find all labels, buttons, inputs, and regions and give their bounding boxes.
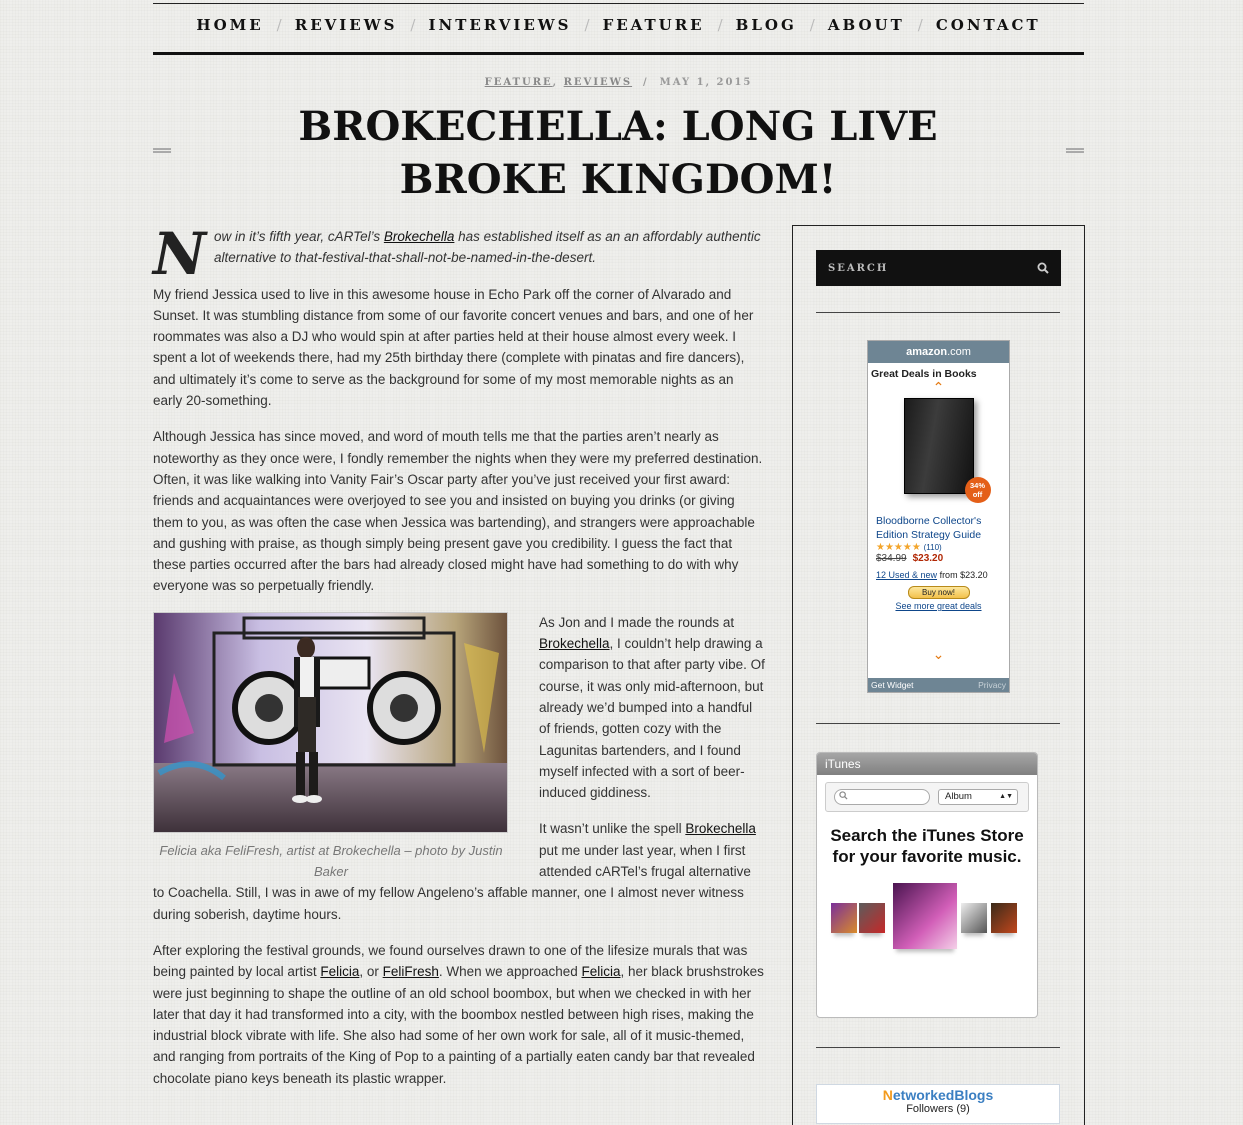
sidebar-divider [816,312,1060,313]
article-body [153,220,765,1104]
networkedblogs-widget [816,1084,1060,1124]
post-meta [153,77,1084,88]
paragraph-5-text: , her black brushstrokes were just beginning to shape the outline of an old school boombox, but when we checked in with her later that day it had transformed into a city, with the boombox nestled between high rises, making the industrial block vibrate with life. She also had some of her own work for sale, all of it music-themed, and ranging from portraits of the King of Pop to a painting of a partially eaten candy bar that revealed chocolate piano keys beneath its plastic wrapper. [153,964,764,1086]
paragraph-5-text: After exploring the festival grounds, we found ourselves drawn to one of the lifesize murals that was being painted by local artist [153,942,748,980]
buy-now-button[interactable]: Buy now! [908,586,970,599]
article-figure [153,612,509,882]
nav-separator: / [917,16,923,34]
search-icon[interactable] [1037,262,1049,274]
paragraph-5-text: . When we approached [438,964,582,980]
discount-badge [965,477,991,503]
search-icon [839,791,848,800]
used-new-link[interactable]: 12 Used & new [876,570,938,580]
paragraph-5 [153,940,765,1089]
album-cover[interactable] [859,903,885,933]
list-price: $34.99 [876,553,907,564]
album-covers [817,881,1037,961]
felicia-link[interactable]: Felicia [581,964,621,980]
nav-home[interactable]: HOME [196,16,264,34]
album-cover[interactable] [961,903,987,933]
album-cover[interactable] [991,903,1017,933]
amazon-heading: Great Deals in Books [871,368,977,380]
nav-separator: / [276,16,282,34]
nav-interviews[interactable]: INTERVIEWS [428,16,572,34]
album-cover[interactable] [831,903,857,933]
media-type-select[interactable] [938,789,1018,805]
review-count[interactable]: (110) [923,543,942,552]
select-arrows-icon: ▲▼ [999,793,1013,800]
used-offers [876,570,1009,580]
itunes-widget [816,752,1038,1018]
title-dash-left [153,148,171,153]
paragraph-4-text: put me under last year, when I first attended cARTel’s frugal alternative to Coachella. Still, I was in awe of my fellow Angeleno’s affable manner, one I almost never witness during soberish, daytime hours. [153,842,751,922]
nav-reviews[interactable]: REVIEWS [294,16,398,34]
brokechella-link[interactable]: Brokechella [539,636,610,652]
networkedblogs-logo-n: N [882,1087,893,1103]
amazon-logo-suffix: .com [947,346,971,358]
nav-separator: / [717,16,723,34]
itunes-promo-text: Search the iTunes Store for your favorite music. [830,826,1024,866]
main-nav [153,16,1084,34]
paragraph-1: My friend Jessica used to live in this awesome house in Echo Park off the corner of Alvarado and Sunset. It was stumbling distance from some of our favorite concert venues and bars, and one of her roommates was also a DJ who would spin at after parties held at their house almost every week. I spent a lot of weekends there, had my 25th birthday there (complete with pinatas and fire dancers), and ultimately it’s come to serve as the background for some of my most memorable nights as an early 20-something. [153,286,754,409]
drop-cap: N [153,220,207,288]
felifresh-link[interactable]: FeliFresh [382,964,439,980]
top-rule [153,3,1084,4]
nav-feature[interactable]: FEATURE [602,16,705,34]
discount-percent: 34% [969,481,985,490]
brokechella-link[interactable]: Brokechella [685,821,756,837]
chevron-down-icon[interactable]: ⌄ [932,646,945,662]
title-dash-right [1066,148,1084,153]
category-feature-link[interactable]: FEATURE [484,77,553,88]
lede-text: ow in it’s fifth year, cARTel’s [214,229,384,244]
networkedblogs-logo[interactable] [817,1087,1059,1103]
product-title-link[interactable]: Bloodborne Collector's Edition Strategy Guide [876,515,982,541]
amazon-logo-text: amazon [906,346,948,358]
paragraph-5-text: , or [359,964,383,980]
media-type-value: Album [945,791,972,802]
sidebar-divider [816,723,1060,724]
more-deals [868,601,1009,611]
paragraph-3-text: , I couldn’t help drawing a comparison to that after party vibe. Of course, it was only mid-afternoon, but already we’d bumped into a handful of friends, gotten cozy with the Lagunitas bartenders, and I found myself infected with a sort of beer-induced giddiness. [539,636,765,801]
artist-photo[interactable] [153,612,508,833]
post-title: BROKECHELLA: LONG LIVE BROKE KINGDOM! [298,103,938,203]
rating-stars [876,542,1009,553]
nav-separator: / [809,16,815,34]
sidebar-divider [816,1047,1060,1048]
more-deals-link[interactable]: See more great deals [895,601,982,611]
artist-photo-graphic [154,613,508,833]
product-image[interactable] [904,398,985,499]
search-input[interactable] [816,250,1061,286]
amazon-logo [868,341,1009,363]
felicia-link[interactable]: Felicia [320,964,360,980]
amazon-widget [867,340,1010,693]
nav-about[interactable]: ABOUT [827,16,905,34]
followers-count[interactable]: Followers (9) [906,1103,970,1115]
used-from-price: from $23.20 [939,570,988,580]
price-row [876,553,1009,564]
lede-paragraph [153,220,765,288]
brokechella-link[interactable]: Brokechella [383,229,455,244]
nav-separator: / [584,16,590,34]
star-rating-icon: ★★★★★ [876,542,921,553]
networkedblogs-logo-text: etworkedBlogs [892,1087,994,1103]
meta-separator: / [643,77,649,88]
paragraph-4-text: It wasn’t unlike the spell [539,821,686,837]
itunes-search-bar [825,782,1029,812]
category-reviews-link[interactable]: REVIEWS [563,77,633,88]
figure-caption: Felicia aka FeliFresh, artist at Brokechella – photo by Justin Baker [159,842,503,879]
album-cover-featured[interactable] [893,883,957,949]
nav-contact[interactable]: CONTACT [935,16,1041,34]
paragraph-2: Although Jessica has since moved, and word of mouth tells me that the parties aren’t nearly as noteworthy as they once were, I fondly remember the nights when they were my preferred destination. Often, it was like walking into Vanity Fair’s Oscar party after you’ve just received your first award: friends and acquaintances were overjoyed to see you and insisted on buying you drinks (or giving them to you, as was often the case when Jessica was bartending), and strangers were approachable and gushing with praise, as though simply being present gave you credibility. I guess the fact that these parties occurred after the bars had already closed might have had something to do with why everyone was so perpetually friendly. [153,429,763,594]
discount-word: off [972,490,983,499]
lede-text: has established itself as an an affordably authentic alternative to that-festival-that-shall-not-be-named-in-the-desert. [214,229,761,266]
itunes-search-input[interactable] [834,789,930,805]
search-placeholder: SEARCH [828,262,889,274]
chevron-up-icon[interactable]: ⌃ [932,379,945,395]
nav-underline [153,52,1084,55]
nav-blog[interactable]: BLOG [735,16,797,34]
amazon-footer [868,678,1009,692]
itunes-header: iTunes [817,753,1037,775]
paragraph-3-text: As Jon and I made the rounds at [539,614,735,630]
privacy-link[interactable]: Privacy [978,680,1006,690]
post-date: MAY 1, 2015 [659,77,753,88]
category-separator: , [552,77,559,88]
sale-price: $23.20 [912,553,944,564]
get-widget-link[interactable]: Get Widget [871,680,914,690]
nav-separator: / [410,16,416,34]
